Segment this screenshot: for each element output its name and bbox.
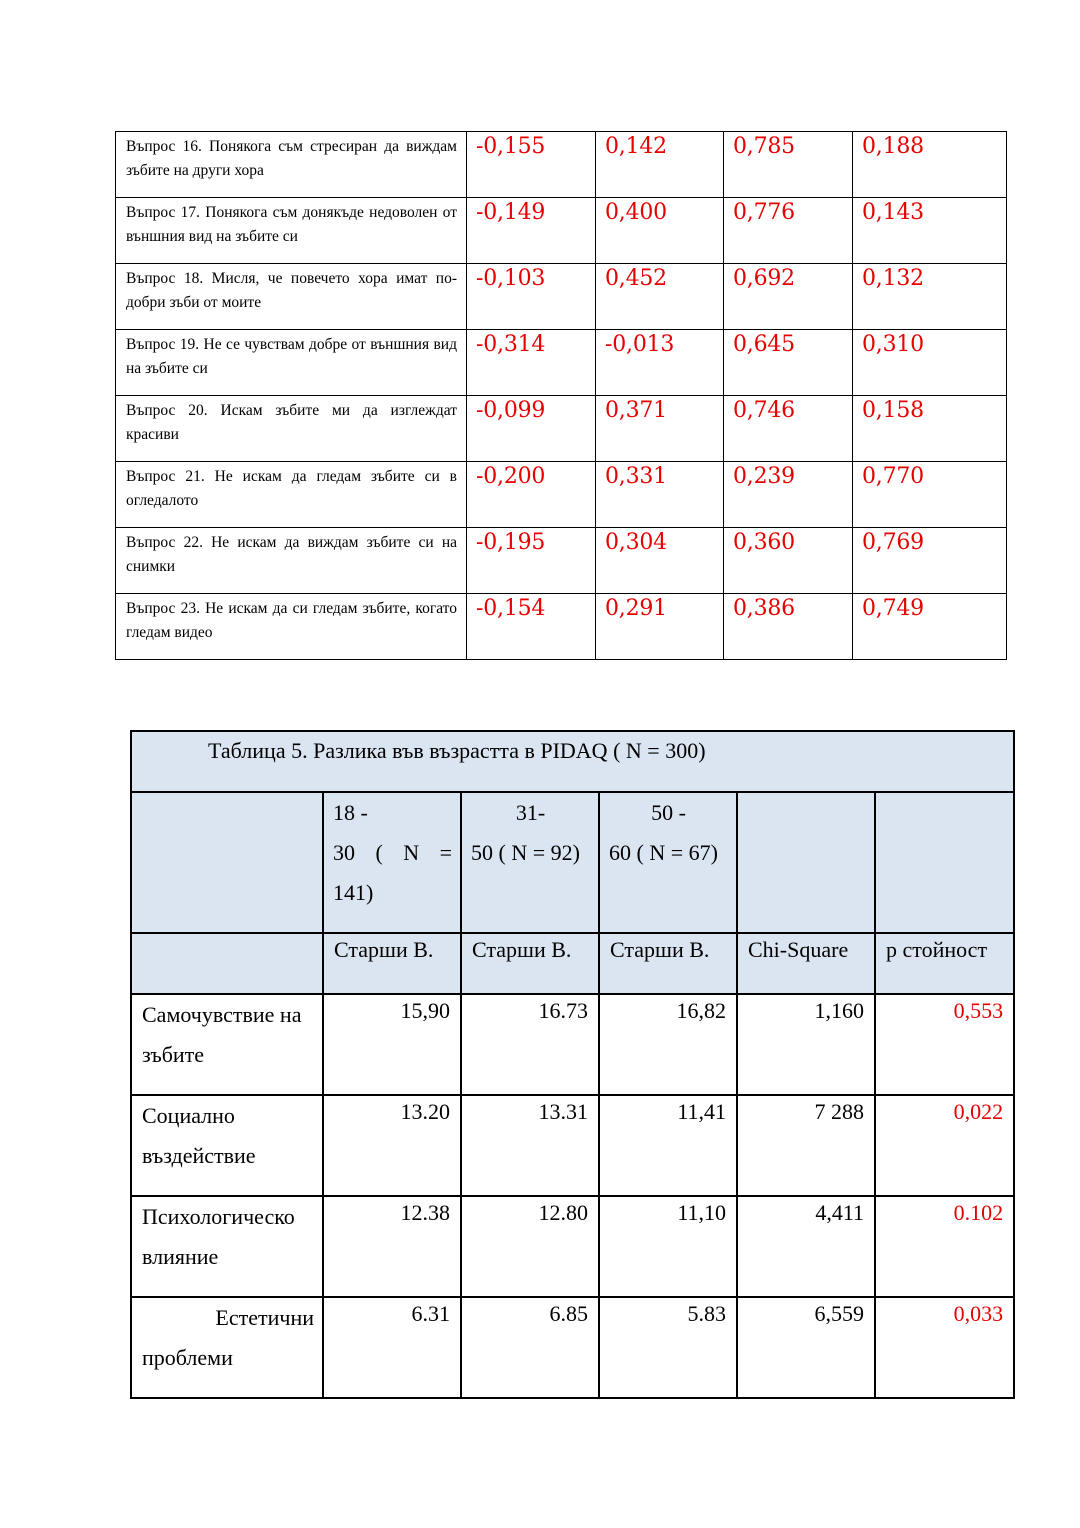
mean-rank-cell: 11,10	[599, 1196, 737, 1297]
subheader-cell: Старши В.	[599, 933, 737, 994]
loading-value-cell: 0,239	[724, 462, 853, 528]
row-label-line: проблеми	[142, 1345, 233, 1370]
header-empty-cell	[131, 792, 323, 933]
loading-value-cell: 0,386	[724, 594, 853, 660]
header-empty-cell	[737, 792, 875, 933]
loading-value-cell: 0,158	[853, 396, 1007, 462]
question-cell: Въпрос 22. Не искам да виждам зъбите си на снимки	[116, 528, 467, 594]
row-label-line: Психологическо	[142, 1204, 295, 1229]
table-row	[116, 396, 1007, 462]
row-label-line: зъбите	[142, 1042, 205, 1067]
row-label-cell	[131, 994, 323, 1095]
row-label-line: Естетични	[215, 1305, 314, 1330]
row-label-cell	[131, 1196, 323, 1297]
group-line: 50 ( N = 92)	[471, 840, 580, 865]
loading-value-cell: 0,143	[853, 198, 1007, 264]
chi-square-cell: 1,160	[737, 994, 875, 1095]
loading-value-cell: -0,149	[467, 198, 596, 264]
question-cell: Въпрос 18. Мисля, че повечето хора имат по-добри зъби от моите	[116, 264, 467, 330]
loading-value-cell: 0,304	[596, 528, 724, 594]
question-cell: Въпрос 23. Не искам да си гледам зъбите, когато гледам видео	[116, 594, 467, 660]
subheader-cell: Старши В.	[323, 933, 461, 994]
table-row	[131, 1095, 1014, 1196]
loading-value-cell: 0,371	[596, 396, 724, 462]
loading-value-cell: 0,291	[596, 594, 724, 660]
question-cell: Въпрос 17. Понякога съм донякъде недоволен от външния вид на зъбите си	[116, 198, 467, 264]
loading-value-cell: 0,692	[724, 264, 853, 330]
group-line: 50 -	[651, 800, 686, 825]
group-line: 18 -	[333, 800, 368, 825]
table-row	[131, 1196, 1014, 1297]
loading-value-cell: 0,310	[853, 330, 1007, 396]
group-line: 141)	[333, 880, 374, 905]
table-row	[116, 462, 1007, 528]
subheader-chi-square: Chi-Square	[737, 933, 875, 994]
row-label-cell	[131, 1297, 323, 1398]
question-cell: Въпрос 20. Искам зъбите ми да изглеждат красиви	[116, 396, 467, 462]
table-title-row	[131, 731, 1014, 792]
loading-value-cell: 0,785	[724, 132, 853, 198]
loading-value-cell: 0,645	[724, 330, 853, 396]
group-line: 60 ( N = 67)	[609, 840, 718, 865]
loading-value-cell: 0,746	[724, 396, 853, 462]
chi-square-cell: 7 288	[737, 1095, 875, 1196]
loading-value-cell: 0,360	[724, 528, 853, 594]
p-value-cell: 0.102	[875, 1196, 1014, 1297]
loading-value-cell: 0,776	[724, 198, 853, 264]
chi-square-cell: 4,411	[737, 1196, 875, 1297]
chi-square-cell: 6,559	[737, 1297, 875, 1398]
mean-rank-cell: 12.38	[323, 1196, 461, 1297]
mean-rank-cell: 16.73	[461, 994, 599, 1095]
group-header-50-60	[599, 792, 737, 933]
mean-rank-cell: 16,82	[599, 994, 737, 1095]
row-label-line: въздействие	[142, 1143, 256, 1168]
table-title: Таблица 5. Разлика във възрастта в PIDAQ ( N = 300)	[131, 731, 1014, 792]
table-row	[116, 264, 1007, 330]
row-label-line: Социално	[142, 1103, 235, 1128]
table-row	[116, 132, 1007, 198]
row-label-line: влияние	[142, 1244, 219, 1269]
group-line: 31-	[515, 800, 546, 825]
loading-value-cell: 0,452	[596, 264, 724, 330]
mean-rank-cell: 12.80	[461, 1196, 599, 1297]
loading-value-cell: 0,749	[853, 594, 1007, 660]
loading-value-cell: -0,314	[467, 330, 596, 396]
age-difference-table	[130, 730, 1015, 1399]
table-row	[116, 594, 1007, 660]
mean-rank-cell: 13.20	[323, 1095, 461, 1196]
question-cell: Въпрос 19. Не се чувствам добре от външния вид на зъбите си	[116, 330, 467, 396]
table-row	[131, 994, 1014, 1095]
loading-value-cell: -0,013	[596, 330, 724, 396]
table-row	[131, 1297, 1014, 1398]
loading-value-cell: -0,099	[467, 396, 596, 462]
loading-value-cell: -0,103	[467, 264, 596, 330]
loading-value-cell: 0,400	[596, 198, 724, 264]
loading-value-cell: -0,195	[467, 528, 596, 594]
mean-rank-cell: 11,41	[599, 1095, 737, 1196]
p-value-cell: 0,033	[875, 1297, 1014, 1398]
loading-value-cell: 0,188	[853, 132, 1007, 198]
group-line: 30 ( N =	[333, 840, 452, 865]
mean-rank-cell: 15,90	[323, 994, 461, 1095]
loading-value-cell: -0,155	[467, 132, 596, 198]
row-label-line: Самочувствие на	[142, 1002, 302, 1027]
row-label-cell	[131, 1095, 323, 1196]
loading-value-cell: 0,769	[853, 528, 1007, 594]
loadings-table-body	[116, 132, 1007, 660]
loading-value-cell: -0,200	[467, 462, 596, 528]
loading-value-cell: 0,132	[853, 264, 1007, 330]
group-header-row	[131, 792, 1014, 933]
loading-value-cell: -0,154	[467, 594, 596, 660]
loadings-table	[115, 131, 1007, 660]
question-cell: Въпрос 21. Не искам да гледам зъбите си в огледалото	[116, 462, 467, 528]
question-cell: Въпрос 16. Понякога съм стресиран да виждам зъбите на други хора	[116, 132, 467, 198]
age-table-body	[131, 994, 1014, 1398]
subheader-empty-cell	[131, 933, 323, 994]
table-row	[116, 330, 1007, 396]
p-value-cell: 0,553	[875, 994, 1014, 1095]
subheader-cell: Старши В.	[461, 933, 599, 994]
loading-value-cell: 0,770	[853, 462, 1007, 528]
group-header-18-30	[323, 792, 461, 933]
mean-rank-cell: 5.83	[599, 1297, 737, 1398]
table-row	[116, 528, 1007, 594]
group-header-31-50	[461, 792, 599, 933]
header-empty-cell	[875, 792, 1014, 933]
mean-rank-cell: 6.31	[323, 1297, 461, 1398]
loading-value-cell: 0,331	[596, 462, 724, 528]
p-value-cell: 0,022	[875, 1095, 1014, 1196]
mean-rank-cell: 6.85	[461, 1297, 599, 1398]
loading-value-cell: 0,142	[596, 132, 724, 198]
mean-rank-cell: 13.31	[461, 1095, 599, 1196]
subheader-p-value: p стойност	[875, 933, 1014, 994]
subheader-row	[131, 933, 1014, 994]
table-row	[116, 198, 1007, 264]
